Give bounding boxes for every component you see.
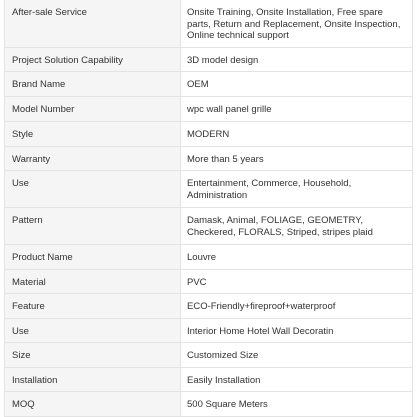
table-row: [5, 208, 413, 245]
spec-key: Brand Name: [5, 72, 181, 96]
table-row: [5, 343, 413, 368]
table-row: [5, 97, 413, 122]
table-row: [5, 294, 413, 319]
spec-key: Use: [5, 319, 181, 342]
spec-key: Use: [5, 171, 181, 207]
spec-key: Size: [5, 343, 181, 367]
spec-key: Feature: [5, 294, 181, 318]
spec-value: 3D model design: [181, 48, 413, 71]
spec-value: 500 Square Meters: [181, 392, 413, 416]
table-row: [5, 270, 413, 294]
spec-key: Model Number: [5, 97, 181, 121]
spec-key: Pattern: [5, 208, 181, 244]
spec-value: Customized Size: [181, 343, 413, 367]
table-row: [5, 72, 413, 97]
spec-key: Warranty: [5, 147, 181, 170]
spec-value: Damask, Animal, FOLIAGE, GEOMETRY, Checkered, FLORALS, Striped, stripes plaid: [181, 208, 413, 244]
table-row: [5, 171, 413, 208]
spec-key: Installation: [5, 368, 181, 391]
spec-key: MOQ: [5, 392, 181, 416]
table-row: [5, 392, 413, 417]
spec-value: PVC: [181, 270, 413, 293]
spec-value: More than 5 years: [181, 147, 413, 170]
spec-key: Style: [5, 122, 181, 146]
spec-key: Project Solution Capability: [5, 48, 181, 71]
spec-value: Louvre: [181, 245, 413, 269]
spec-key: After-sale Service: [5, 0, 181, 47]
spec-key: Material: [5, 270, 181, 293]
table-row: [5, 319, 413, 343]
spec-value: OEM: [181, 72, 413, 96]
spec-key: Product Name: [5, 245, 181, 269]
spec-value: MODERN: [181, 122, 413, 146]
table-row: [5, 368, 413, 392]
table-row: [5, 245, 413, 270]
table-row: [5, 122, 413, 147]
table-row: [5, 48, 413, 72]
table-row: [5, 0, 413, 48]
spec-value: Interior Home Hotel Wall Decoratin: [181, 319, 413, 342]
spec-value: wpc wall panel grille: [181, 97, 413, 121]
spec-value: ECO-Friendly+fireproof+waterproof: [181, 294, 413, 318]
spec-value: Onsite Training, Onsite Installation, Free spare parts, Return and Replacement, Onsite Inspection, Online technical support: [181, 0, 413, 47]
product-specs-table: [4, 0, 413, 417]
spec-value: Entertainment, Commerce, Household, Administration: [181, 171, 413, 207]
spec-value: Easily Installation: [181, 368, 413, 391]
table-row: [5, 147, 413, 171]
